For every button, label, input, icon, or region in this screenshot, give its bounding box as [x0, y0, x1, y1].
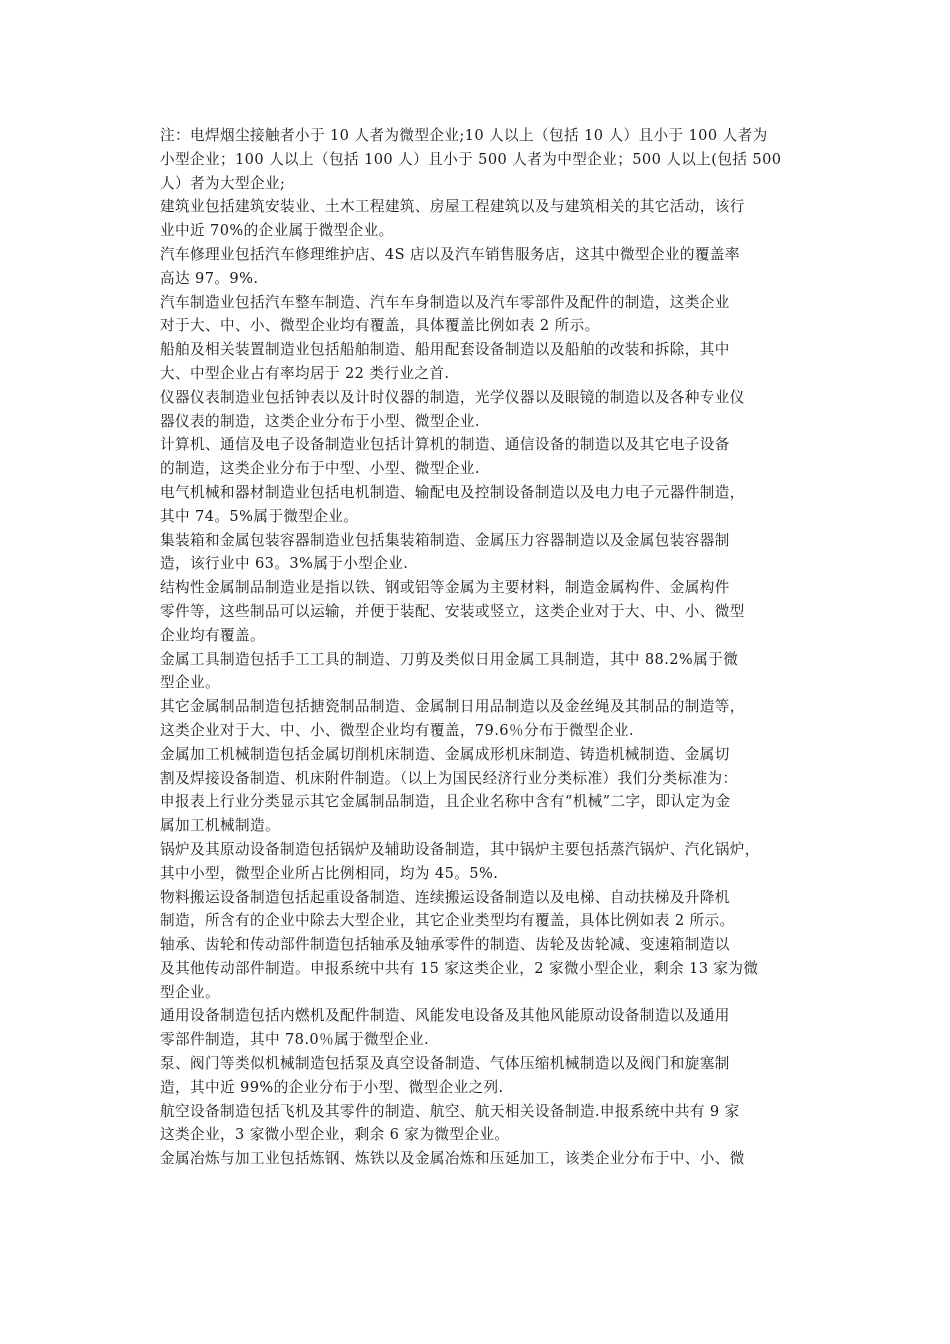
text-line: 其中 74。5%属于微型企业。: [160, 507, 359, 525]
text-line: 造，该行业中 63。3%属于小型企业.: [160, 555, 409, 573]
text-line: 金属工具制造包括手工工具的制造、刀剪及类似日用金属工具制造，其中 88.2%属于微: [160, 650, 739, 668]
text-line: 器仪表的制造，这类企业分布于小型、微型企业.: [160, 412, 480, 430]
text-line: 其它金属制品制造包括搪瓷制品制造、金属制日用品制造以及金丝绳及其制品的制造等，: [160, 698, 745, 716]
paragraph: [160, 481, 810, 529]
text-line: 泵、阀门等类似机械制造包括泵及真空设备制造、气体压缩机械制造以及阀门和旋塞制: [160, 1055, 730, 1073]
text-line: 仪器仪表制造业包括钟表以及计时仪器的制造，光学仪器以及眼镜的制造以及各种专业仪: [160, 388, 745, 406]
text-line: 人）者为大型企业;: [160, 174, 286, 192]
text-line: 及其他传动部件制造。申报系统中共有 15 家这类企业，2 家微小型企业，剩余 13 家为微: [160, 959, 759, 977]
text-line: 零部件制造，其中 78.0％属于微型企业.: [160, 1031, 430, 1049]
text-line: 属加工机械制造。: [160, 817, 280, 835]
text-line: 造，其中近 99%的企业分布于小型、微型企业之列.: [160, 1078, 504, 1096]
text-line: 型企业。: [160, 983, 220, 1001]
text-line: 对于大、中、小、微型企业均有覆盖，具体覆盖比例如表 2 所示。: [160, 317, 600, 335]
text-line: 企业均有覆盖。: [160, 626, 265, 644]
text-line: 金属加工机械制造包括金属切削机床制造、金属成形机床制造、铸造机械制造、金属切: [160, 745, 730, 763]
text-line: 建筑业包括建筑安装业、土木工程建筑、房屋工程建筑以及与建筑相关的其它活动，该行: [160, 198, 745, 216]
paragraph: [160, 291, 810, 339]
text-line: 汽车制造业包括汽车整车制造、汽车车身制造以及汽车零部件及配件的制造，这类企业: [160, 293, 730, 311]
text-line: 结构性金属制品制造业是指以铁、钢或铝等金属为主要材料，制造金属构件、金属构件: [160, 579, 730, 597]
text-line: 的制造，这类企业分布于中型、小型、微型企业.: [160, 460, 480, 478]
paragraph: [160, 338, 810, 386]
paragraph: [160, 1100, 810, 1148]
text-line: 小型企业；100 人以上（包括 100 人）且小于 500 人者为中型企业；500 人以上(包括 500: [160, 150, 782, 168]
paragraph: [160, 386, 810, 434]
paragraph: [160, 886, 810, 934]
paragraph: [160, 1004, 810, 1052]
paragraph: [160, 124, 810, 195]
text-line: 集装箱和金属包装容器制造业包括集装箱制造、金属压力容器制造以及金属包装容器制: [160, 531, 730, 549]
text-line: 物料搬运设备制造包括起重设备制造、连续搬运设备制造以及电梯、自动扶梯及升降机: [160, 888, 730, 906]
text-line: 申报表上行业分类显示其它金属制品制造，且企业名称中含有“机械”二字，即认定为金: [160, 793, 731, 811]
paragraph: [160, 1052, 810, 1100]
paragraph: [160, 433, 810, 481]
paragraph: [160, 529, 810, 577]
text-line: 金属冶炼与加工业包括炼钢、炼铁以及金属冶炼和压延加工，该类企业分布于中、小、微: [160, 1150, 745, 1168]
text-line: 高达 97。9%.: [160, 269, 259, 287]
paragraph: [160, 243, 810, 291]
paragraph: [160, 648, 810, 696]
text-line: 其中小型，微型企业所占比例相同，均为 45。5%.: [160, 864, 499, 882]
text-line: 轴承、齿轮和传动部件制造包括轴承及轴承零件的制造、齿轮及齿轮减、变速箱制造以: [160, 936, 730, 954]
text-line: 大、中型企业占有率均居于 22 类行业之首.: [160, 364, 450, 382]
text-line: 航空设备制造包括飞机及其零件的制造、航空、航天相关设备制造.申报系统中共有 9 家: [160, 1102, 740, 1120]
text-line: 通用设备制造包括内燃机及配件制造、风能发电设备及其他风能原动设备制造以及通用: [160, 1007, 730, 1025]
text-line: 制造，所含有的企业中除去大型企业，其它企业类型均有覆盖，具体比例如表 2 所示。: [160, 912, 735, 930]
text-line: 业中近 70%的企业属于微型企业。: [160, 222, 394, 240]
paragraph: [160, 1147, 810, 1171]
document-body: [160, 124, 810, 1171]
paragraph: [160, 195, 810, 243]
text-line: 这类企业对于大、中、小、微型企业均有覆盖，79.6％分布于微型企业.: [160, 721, 634, 739]
text-line: 锅炉及其原动设备制造包括锅炉及辅助设备制造，其中锅炉主要包括蒸汽锅炉、汽化锅炉，: [160, 840, 760, 858]
paragraph: [160, 838, 810, 886]
text-line: 割及焊接设备制造、机床附件制造。（以上为国民经济行业分类标准）我们分类标准为：: [160, 769, 738, 787]
text-line: 计算机、通信及电子设备制造业包括计算机的制造、通信设备的制造以及其它电子设备: [160, 436, 730, 454]
paragraph: [160, 695, 810, 743]
text-line: 电气机械和器材制造业包括电机制造、输配电及控制设备制造以及电力电子元器件制造，: [160, 483, 745, 501]
paragraph: [160, 933, 810, 1004]
paragraph: [160, 576, 810, 647]
text-line: 零件等，这些制品可以运输，并便于装配、安装或竖立，这类企业对于大、中、小、微型: [160, 602, 745, 620]
text-line: 注：电焊烟尘接触者小于 10 人者为微型企业;10 人以上（包括 10 人）且小于 100 人者为: [160, 127, 768, 144]
text-line: 汽车修理业包括汽车修理维护店、4S 店以及汽车销售服务店，这其中微型企业的覆盖率: [160, 245, 740, 263]
text-line: 这类企业，3 家微小型企业，剩余 6 家为微型企业。: [160, 1126, 510, 1144]
text-line: 型企业。: [160, 674, 220, 692]
paragraph: [160, 743, 810, 838]
text-line: 船舶及相关装置制造业包括船舶制造、船用配套设备制造以及船舶的改装和拆除，其中: [160, 341, 730, 359]
